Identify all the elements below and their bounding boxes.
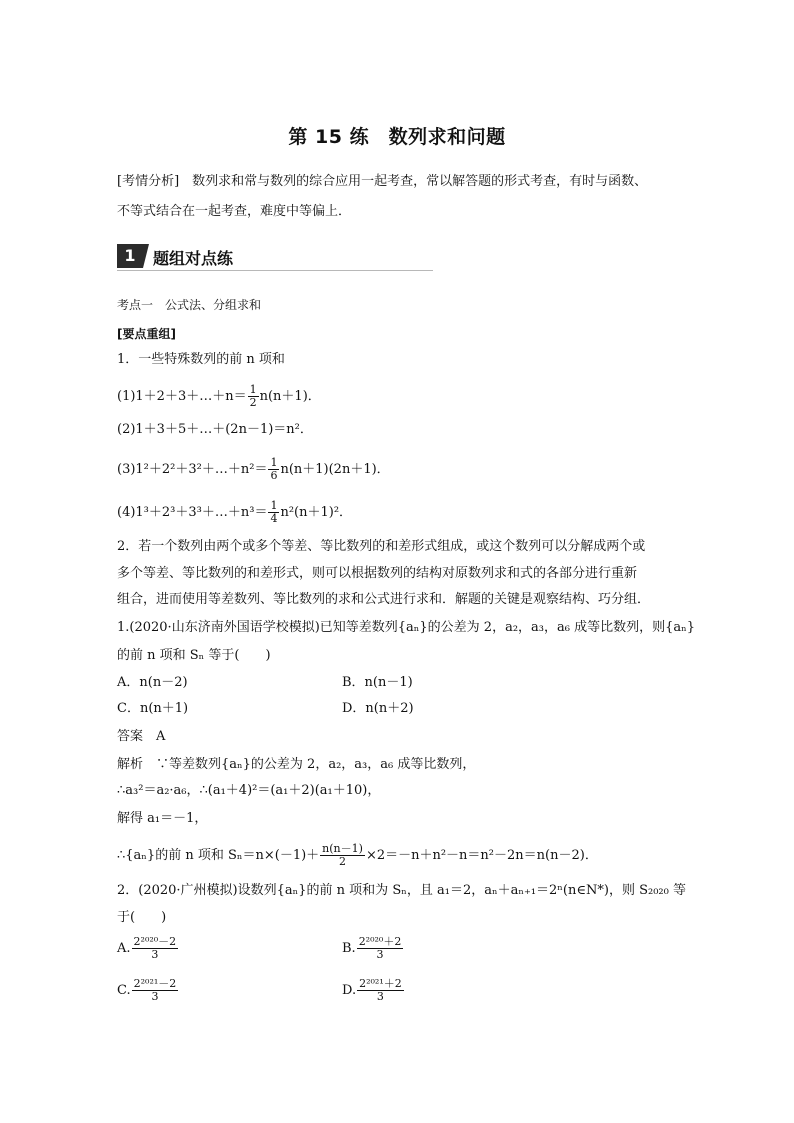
q1-solution-line-1: 解析 ∵等差数列{aₙ}的公差为 2，a₂，a₃，a₆ 成等比数列， — [117, 757, 476, 772]
formula-4 — [117, 500, 352, 525]
formula-1-fraction — [248, 384, 259, 409]
fraction-denominator: 2 — [339, 855, 347, 868]
fraction-denominator: 2 — [249, 396, 257, 409]
option-fraction — [357, 936, 404, 961]
fraction-denominator: 4 — [270, 512, 278, 525]
item2-line-1: 2．若一个数列由两个或多个等差、等比数列的和差形式组成，或这个数列可以分解成两个或 — [117, 539, 646, 554]
q1-solution-line-3: 解得 a₁＝－1， — [117, 811, 208, 826]
fraction-numerator: n(n－1) — [322, 842, 363, 855]
option-fraction — [132, 936, 179, 961]
formula-2: (2)1＋3＋5＋…＋(2n－1)＝n²． — [117, 422, 313, 437]
formula-4-left: (4)1³＋2³＋3³＋…＋n³＝ — [117, 505, 268, 520]
section-title: 题组对点练 — [153, 249, 234, 268]
option-label: A. — [117, 941, 131, 956]
question-2-line-2: 于( ) — [117, 910, 167, 925]
formula-1-left: (1)1＋2＋3＋…＋n＝ — [117, 389, 247, 404]
section-header — [117, 244, 433, 271]
q1-option-c: C．n(n＋1) — [117, 701, 189, 716]
q1-answer: 答案 A — [117, 729, 166, 744]
section-number-badge: 1 — [117, 244, 143, 268]
option-label: C. — [117, 983, 131, 998]
q1-solution-line-4 — [117, 843, 598, 868]
analysis-line-2: 不等式结合在一起考查，难度中等偏上． — [117, 204, 352, 219]
fraction-numerator: 2²⁰²⁰－2 — [133, 935, 177, 948]
q2-option-b — [342, 936, 404, 961]
q1-solution-line-2: ∴a₃²＝a₂·a₆，∴(a₁＋4)²＝(a₁＋2)(a₁＋10)， — [117, 783, 381, 798]
q2-option-a — [117, 936, 179, 961]
formula-3-right: n(n＋1)(2n＋1)． — [280, 462, 390, 477]
formula-3-left: (3)1²＋2²＋3²＋…＋n²＝ — [117, 462, 268, 477]
fraction-denominator: 3 — [151, 990, 159, 1003]
item2-line-2: 多个等差、等比数列的和差形式，则可以根据数列的结构对原数列求和式的各部分进行重新 — [117, 566, 638, 581]
fraction-numerator: 1 — [270, 456, 278, 469]
fraction-numerator: 2²⁰²⁰＋2 — [358, 935, 402, 948]
option-label: B. — [342, 941, 356, 956]
question-2-line-1: 2．(2020·广州模拟)设数列{aₙ}的前 n 项和为 Sₙ，且 a₁＝2，aₙ＋aₙ₊₁＝2ⁿ(n∈N*)，则 S₂₀₂₀ 等 — [117, 883, 686, 898]
option-fraction — [132, 978, 179, 1003]
option-label: D. — [342, 983, 357, 998]
fraction-numerator: 1 — [270, 499, 278, 512]
formula-1-right: n(n＋1)． — [259, 389, 321, 404]
analysis-line-1: [考情分析] 数列求和常与数列的综合应用一起考查，常以解答题的形式考查，有时与函数、 — [117, 174, 648, 189]
sol4-fraction — [320, 843, 365, 868]
fraction-numerator: 1 — [249, 383, 257, 396]
fraction-denominator: 3 — [376, 990, 384, 1003]
formula-4-fraction — [268, 500, 279, 525]
formula-4-right: n²(n＋1)²． — [280, 505, 353, 520]
fraction-numerator: 2²⁰²¹＋2 — [359, 977, 402, 990]
formula-3 — [117, 457, 390, 482]
sol4-right: ×2＝－n＋n²－n＝n²－2n＝n(n－2)． — [365, 848, 598, 863]
page-title: 第 15 练 数列求和问题 — [288, 126, 506, 148]
q2-option-d — [342, 978, 405, 1003]
formula-3-fraction — [268, 457, 279, 482]
option-fraction — [357, 978, 404, 1003]
fraction-denominator: 3 — [376, 948, 384, 961]
q2-option-c — [117, 978, 179, 1003]
q1-option-b: B．n(n－1) — [342, 675, 413, 690]
key-points-tag: [要点重组] — [117, 327, 176, 341]
fraction-denominator: 3 — [151, 948, 159, 961]
fraction-denominator: 6 — [270, 469, 278, 482]
question-1-line-1: 1.(2020·山东济南外国语学校模拟)已知等差数列{aₙ}的公差为 2，a₂，a₃，a₆ 成等比数列，则{aₙ} — [117, 620, 696, 635]
item2-line-3: 组合，进而使用等差数列、等比数列的求和公式进行求和．解题的关键是观察结构、巧分组． — [117, 592, 651, 607]
formula-1 — [117, 384, 321, 409]
question-1-line-2: 的前 n 项和 Sₙ 等于( ) — [117, 648, 271, 663]
fraction-numerator: 2²⁰²¹－2 — [133, 977, 177, 990]
sol4-left: ∴{aₙ}的前 n 项和 Sₙ＝n×(－1)＋ — [117, 848, 320, 863]
q1-option-a: A．n(n－2) — [117, 675, 188, 690]
q1-option-d: D．n(n＋2) — [342, 701, 414, 716]
topic-heading: 考点一 公式法、分组求和 — [117, 298, 262, 312]
item1-intro: 1．一些特殊数列的前 n 项和 — [117, 352, 285, 367]
